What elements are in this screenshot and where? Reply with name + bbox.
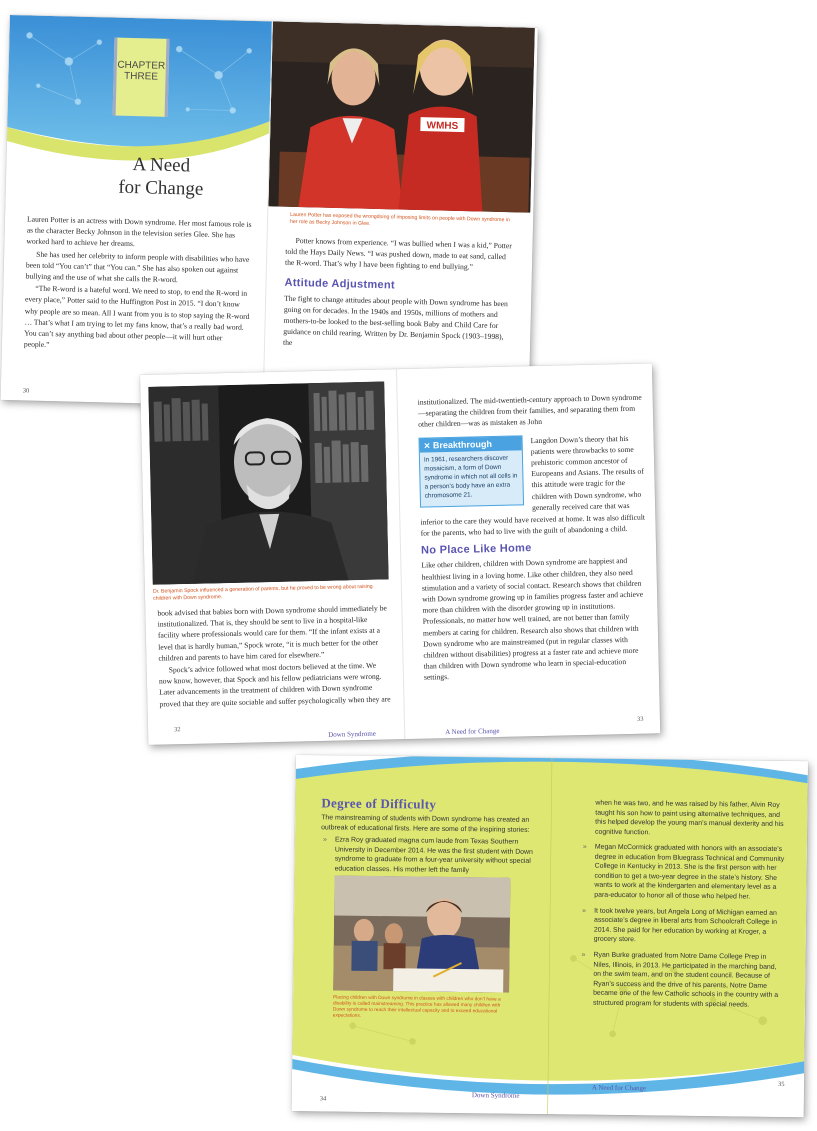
right-column-text xyxy=(418,392,650,685)
bullet-icon: » xyxy=(581,951,586,959)
paragraph: inferior to the care they would have received at home. It was also difficult for the parents, who had to live with the guilt of abandoning a child. xyxy=(420,512,646,538)
photo-caption: Lauren Potter has exposed the wrongdoing of imposing limits on people with Down syndrome in her role as Becky Johnson in Glee. xyxy=(289,211,510,227)
left-column-text xyxy=(157,602,391,710)
section-heading: Attitude Adjustment xyxy=(284,276,396,292)
footer-title-left: Down Syndrome xyxy=(471,1091,520,1100)
footer-title-left: Down Syndrome xyxy=(328,729,376,739)
section-heading: Degree of Difficulty xyxy=(321,795,437,812)
chapter-title xyxy=(66,151,257,202)
dr-spock-photo xyxy=(148,381,388,584)
page-31 xyxy=(263,21,538,412)
breakthrough-text: In 1961, researchers discover mosaicism, a form of Down syndrome in which not all cells in a person’s body have an extra chromosome 21. xyxy=(423,454,518,500)
spread-pages-34-35 xyxy=(292,755,808,1117)
list-item xyxy=(580,906,785,947)
paragraph: “The R-word is a hateful word. We need to stop, to end the R-word in every place,” Potter said to the Huffington Post in 2015. “I don’t know why people are so mean. All I want from you is to stop saying the R-word … That’s what I am trying to let my fans know, that’s a really bad word. You can’t say anything bad about other people—it will hurt other people.” xyxy=(23,283,250,350)
dna-icon: ✕ xyxy=(423,441,431,451)
paragraph: She has used her celebrity to inform people with disabilities who have been told “You can’t” that “You can.” She has also spoken out against bullying and the use of what she calls the R-word. xyxy=(25,249,250,285)
cheer-uniform-text: WMHS xyxy=(426,120,459,132)
paragraph-wrap: Langdon Down’s theory that his patients were throwbacks to some prehistoric common ancestor of Europeans and Asians. The results of this attitude were tragic for the children with Down syndrome, who generally received care that was xyxy=(530,433,644,512)
photo-caption: Placing children with Down syndrome in classes with children who don’t have a disability is called mainstreaming. This practice has allowed many children with Down syndrome to reach their intellectual capacity and to exceed educational expectations. xyxy=(332,995,501,1019)
breakthrough-box xyxy=(418,435,524,507)
page-33 xyxy=(396,363,660,739)
bullet-icon: » xyxy=(582,843,587,851)
chapter-title-line2: for Change xyxy=(118,176,204,200)
page-30 xyxy=(1,15,272,406)
footer-title-right: A Need for Change xyxy=(591,1083,647,1093)
paragraph: The fight to change attitudes about people with Down syndrome has been going on for decades. In the 1940s and 1950s, millions of mothers and mothers-to-be looked to the best-selling book Baby and Child Care for guidance on child rearing. Written by Dr. Benjamin Spock (1903–1998), the xyxy=(282,293,508,348)
page-32 xyxy=(140,369,404,745)
intro-text: The mainstreaming of students with Down syndrome has created an outbreak of educational firsts. Here are some of the inspiring stories: xyxy=(321,814,530,834)
chapter-box xyxy=(113,38,170,117)
bullet-icon: » xyxy=(322,836,327,844)
page-number-right: 35 xyxy=(777,1080,785,1088)
paragraph: book advised that babies born with Down syndrome should immediately be institutionalized. That is, they should be sent to live in a hospital-like facility where professionals would care for them. “If the infant exists at a level that is hardly human,” Spock wrote, “it is much better for the other children and parents to have him cared for elsewhere.” xyxy=(157,603,387,663)
spread-pages-30-31 xyxy=(1,15,538,413)
chapter-number: THREE xyxy=(123,70,159,83)
continuation-text: when he was two, and he was raised by his father, Alvin Roy taught his son how to paint using alternative techniques, and this helped develop the young man’s manual dexterity and his cognitive function. xyxy=(595,799,784,837)
classroom-photo xyxy=(333,875,510,992)
section-heading: No Place Like Home xyxy=(420,542,532,558)
paragraph: Lauren Potter is an actress with Down syndrome. Her most famous role is as the character Becky Johnson in the television series Glee. She has worked hard to achieve her dreams. xyxy=(26,214,252,249)
chapter-label: CHAPTER xyxy=(117,59,166,72)
page-number-left: 30 xyxy=(22,387,30,395)
spread-pages-32-33 xyxy=(140,363,660,745)
paragraph: institutionalized. The mid-twentieth-century approach to Down syndrome—separating the children from their families, and separating them from other children—was as mistaken as John xyxy=(417,392,642,430)
footer-title-right: A Need for Change xyxy=(445,726,500,737)
page-number-left: 34 xyxy=(319,1095,327,1103)
list-item xyxy=(579,950,785,1010)
chapter-title-line1: A Need xyxy=(132,154,191,177)
list-item-text: Megan McCormick graduated with honors with an associate’s degree in education from Bluegrass Technical and Community College in Kentucky in 2013. She is the first person with her condition to get a two-year degree in the state’s history. She wants to work at the kindergarten and elementary level as a para-educator to honor all of those who helped her. xyxy=(594,843,785,901)
right-bullet-list xyxy=(579,842,786,1016)
left-column-text xyxy=(24,213,252,356)
photo-caption: Dr. Benjamin Spock influenced a generation of parents, but he proved to be wrong about raising children with Down syndrome. xyxy=(152,583,373,602)
list-item xyxy=(580,842,786,902)
paragraph: Potter knows from experience. “I was bullied when I was a kid,” Potter told the Hays Daily News. “I was pushed down, made to eat sand, called the R-word. That’s why I have been fighting to end bullying.” xyxy=(284,236,512,272)
list-item xyxy=(321,835,545,876)
page-number-left: 32 xyxy=(173,726,181,734)
paragraph: Like other children, children with Down syndrome are happiest and healthiest living in a loving home. Like other children, they also need stimulation and a variety of social contact. Research shows that children with Down syndrome growing up in families progress faster and achieve more than children with the disorder growing up in institutions. Professionals, no matter how well trained, are not better than family members at caring for children. Research also shows that children with Down syndrome who are mainstreamed (put in regular classes with children without disabilities) progress at a faster rate and achieve more than children with Down syndrome who learn in special-education settings. xyxy=(421,556,644,683)
right-column-text xyxy=(283,235,514,355)
glee-cast-photo xyxy=(268,21,534,212)
page-number-right: 33 xyxy=(636,715,644,723)
list-item-text: It took twelve years, but Angela Long of Michigan earned an associate’s degree in liberal arts from Schoolcraft College in 2014. She paid for her education by working at Kroger, a grocery store. xyxy=(593,907,777,944)
bullet-icon: » xyxy=(582,907,587,915)
breakthrough-label: Breakthrough xyxy=(432,438,492,450)
list-item-text: Ezra Roy graduated magna cum laude from Texas Southern University in December 2014. He was the first student with Down syndrome to graduate from a four-year university without special education classes. His mother left the family xyxy=(334,836,533,874)
paragraph: Spock’s advice followed what most doctors believed at the time. We now know, however, that Spock and his fellow pediatricians were wrong. Later advancements in the treatment of children with Down syndrome proved that they are quite sociable and suffer psychologically when they are xyxy=(158,660,391,709)
list-item-text: Ryan Burke graduated from Notre Dame College Prep in Niles, Illinois, in 2013. He participated in the marching band, on the swim team, and on the student council. Because of Ryan’s success and the drive of his parents, Notre Dame became one of the few Catholic schools in the country with a structured program for students with special needs. xyxy=(592,951,779,1009)
